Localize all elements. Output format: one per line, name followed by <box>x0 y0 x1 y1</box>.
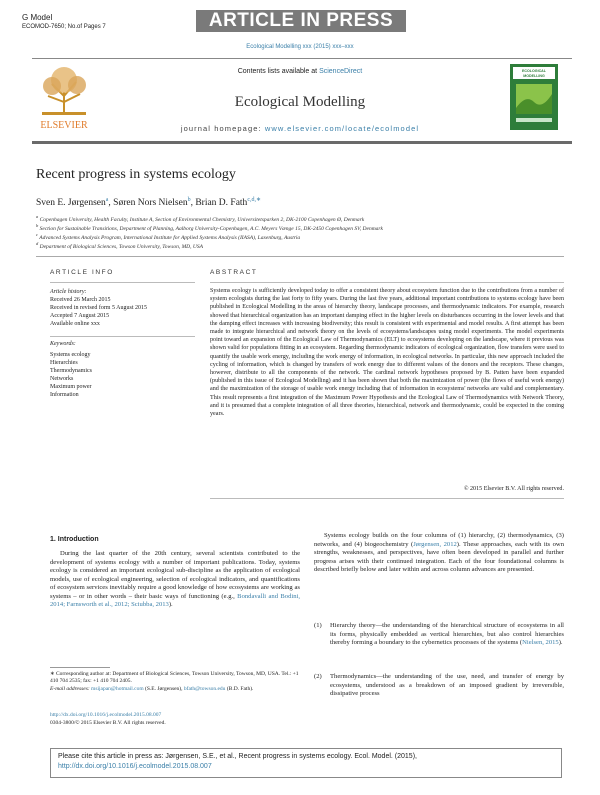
reference-link[interactable]: Nielsen, 2015 <box>522 639 559 646</box>
divider <box>50 282 195 283</box>
divider <box>36 256 564 257</box>
intro-paragraph: During the last quarter of the 20th century, several scientists contributed to the development of systems ecology with a number of important publications. Today, systems ecology is considered an important ecological sub-discipline as the application of ecological models, use of ecological engineering, selection of ecological indicators, and quantifications of ecosystem services inevitably require a good knowledge of how ecosystems are working as systems – or in other words – their basic ways of functioning (e.g., Bondavalli and Bodini, 2014; Farnsworth et al., 2012; Sciubba, 2013). <box>50 550 300 608</box>
author-2-sup[interactable]: b <box>187 197 191 203</box>
corresponding-author-footnote: ∗ Corresponding author at: Department of Biological Sciences, Towson University, Towson, MD, USA. Tel.: +1 410 704 2535; fax: +1 410 704 2405. E-mail addresses: msijapan@hotmail.com (S.E. Jørgensen), bfath@towson.edu (B.D. Fath). <box>50 671 299 692</box>
list-item-thermodynamics: (2) Thermodynamics—the understanding of the use, need, and transfer of energy by ecosystems, understood as a breakdown of an imposed gradient by irreversible, dissipative process <box>314 673 564 697</box>
journal-title: Ecological Modelling <box>234 94 366 110</box>
manuscript-id: ECOMOD-7650; No.of Pages 7 <box>22 24 106 30</box>
reference-link[interactable]: Jørgensen, 2012 <box>413 540 457 548</box>
history-item: Available online xxx <box>50 321 100 327</box>
history-label: Article history: <box>50 289 87 295</box>
keyword: Thermodynamics <box>50 368 92 374</box>
author-1-sup[interactable]: a <box>105 197 109 203</box>
svg-text:ELSEVIER: ELSEVIER <box>40 120 88 131</box>
keyword: Systems ecology <box>50 352 91 358</box>
section-heading-introduction: 1. Introduction <box>50 536 99 543</box>
email-link[interactable]: msijapan@hotmail.com <box>91 685 144 692</box>
affiliation-c: $^c$ Advanced Systems Analysis Program, International Institute for Applied Systems Analysis (IIASA), Laxenburg, Austria <box>36 232 301 241</box>
footnote-divider <box>50 667 110 668</box>
list-item-hierarchy: (1) Hierarchy theory—the understanding of the hierarchical structure of ecosystems in all its forms, physically embedded as vertical hierarchies, but also control hierarchies thereby forming a boundary to the cybernetics processes of the systems (Nielsen, 2015). <box>314 622 564 646</box>
g-model-label: G Model <box>22 13 53 22</box>
keywords-label: Keywords: <box>50 341 76 347</box>
history-item: Accepted 7 August 2015 <box>50 313 110 319</box>
journal-citation-line: Ecological Modelling xxx (2015) xxx–xxx <box>246 44 354 50</box>
author-1[interactable]: Sven E. Jørgensen <box>36 198 106 209</box>
svg-text:ECOLOGICAL: ECOLOGICAL <box>522 69 546 73</box>
journal-cover-thumbnail <box>510 64 558 130</box>
article-title: Recent progress in systems ecology <box>36 167 236 182</box>
sciencedirect-link[interactable]: ScienceDirect <box>319 68 363 75</box>
issn-line: 0304-3800/© 2015 Elsevier B.V. All rights reserved. <box>50 720 166 726</box>
history-item: Received 26 March 2015 <box>50 297 111 303</box>
author-3-sup[interactable]: c,d,∗ <box>247 197 262 203</box>
keyword: Networks <box>50 376 74 382</box>
contents-prefix: Contents lists available at <box>237 68 320 75</box>
email-link[interactable]: bfath@towson.edu <box>183 685 226 692</box>
affiliation-a: $^a$ Copenhagen University, Health Faculty, Institute A, Section of Environmental Chemistry, Universitetsparken 2, DK-2100 Copenhagen Ø, Denmark <box>36 214 365 223</box>
divider <box>210 498 564 499</box>
keyword: Hierarchies <box>50 360 78 366</box>
divider <box>50 336 195 337</box>
affiliation-b: $^b$ Section for Sustainable Transitions, Department of Planning, Aalborg University-Copenhagen, A.C. Meyers Vænge 15, DK-2450 Copenhagen SV, Denmark <box>36 223 383 232</box>
citation-text: Please cite this article in press as: Jørgensen, S.E., et al., Recent progress in systems ecology. Ecol. Model. (2015), http://dx.doi.org/10.1016/j.ecolmodel.2015.08.007 <box>58 753 417 770</box>
abstract-text: Systems ecology is sufficiently developed today to offer a consistent theory about ecosystem function due to the contributions from a number of system ecologists during the last forty to fifty years. During the last five years, additional important contributions to systems ecology have been published in Ecological Modelling in the areas of hierarchy theory, landscape processes, and thermodynamic indicators. For example, research showed that hierarchical organization has an important damping effect in the higher levels on disturbances occurring in the lower levels and that the damping effect increases with increasing biodiversity; this result is consistent with experimental and model results. A first attempt has been made to integrate hierarchical and network theory on the levels of ecosystems/landscapes using model experiments. The model experiments point toward an expansion of the Ecological Law of Thermodynamics (ELT) to ecosystems developing on the landscape, where it previous was shown valid for populations fitting in an ecosystem. Regarding thermodynamic indicators of ecological organization, flow transfers were used to quantify the usable work energy, including the work energy of information, in ecological networks. In particular, this new approach included the cycling of information, which is changed by transfers of work energy due to different values of the donors and the receptors. These changes, however, distribute to all the components of the network. The cardinal network hypotheses proposed by B. Patten have been expanded (published in this issue of Ecological Modelling) and it has been shown that both the maximization of power (the flows of useful work energy) and the maximization of the storage of usable work energy including that of information in ecosystems' networks are valid and complementary. This result represents a first integration of the Maximum Power Hypothesis and the Ecological Law of Thermodynamics with Network Theory, and it is presumed that a complete integration of all three theories, hierarchical, network and thermodynamic, could be expected in the coming years. <box>210 288 564 418</box>
article-in-press-banner: ARTICLE IN PRESS <box>196 10 406 32</box>
citation-doi-link[interactable]: http://dx.doi.org/10.1016/j.ecolmodel.2015.08.007 <box>58 763 212 770</box>
keyword: Maximum power <box>50 384 92 390</box>
abstract-heading: ABSTRACT <box>210 269 258 276</box>
author-list: Sven E. Jørgensen$^a$, Søren Nors Nielsen$^b$, Brian D. Fath$^{c,d,∗}$ <box>36 197 262 209</box>
keyword: Information <box>50 392 79 398</box>
doi-link[interactable]: http://dx.doi.org/10.1016/j.ecolmodel.2015.08.007 <box>50 712 162 718</box>
copyright-notice: © 2015 Elsevier B.V. All rights reserved. <box>463 486 564 492</box>
divider <box>210 282 564 283</box>
systems-ecology-paragraph: Systems ecology builds on the four columns of (1) hierarchy, (2) thermodynamics, (3) networks, and (4) biogeochemistry (Jørgensen, 2012). These approaches, each with its own strengths, weaknesses, and perspectives, have often been developed in parallel and further progress arises with their continued integration. Each of the four foundational columns is described briefly below and later within and across column advances are presented. <box>314 532 564 573</box>
affiliation-d: $^d$ Department of Biological Sciences, Towson University, Towson, MD, USA <box>36 241 203 250</box>
svg-text:MODELLING: MODELLING <box>523 74 545 78</box>
article-info-heading: ARTICLE INFO <box>50 269 114 276</box>
history-item: Received in revised form 5 August 2015 <box>50 305 147 311</box>
homepage-link[interactable]: www.elsevier.com/locate/ecolmodel <box>264 124 420 133</box>
reference-link[interactable]: Bondavalli and Bodini, 2014; Farnsworth et al., 2012; Sciubba, 2013 <box>50 592 300 608</box>
homepage-prefix: journal homepage: <box>180 124 265 133</box>
author-2[interactable]: Søren Nors Nielsen <box>113 198 188 209</box>
author-3[interactable]: Brian D. Fath <box>195 198 248 209</box>
